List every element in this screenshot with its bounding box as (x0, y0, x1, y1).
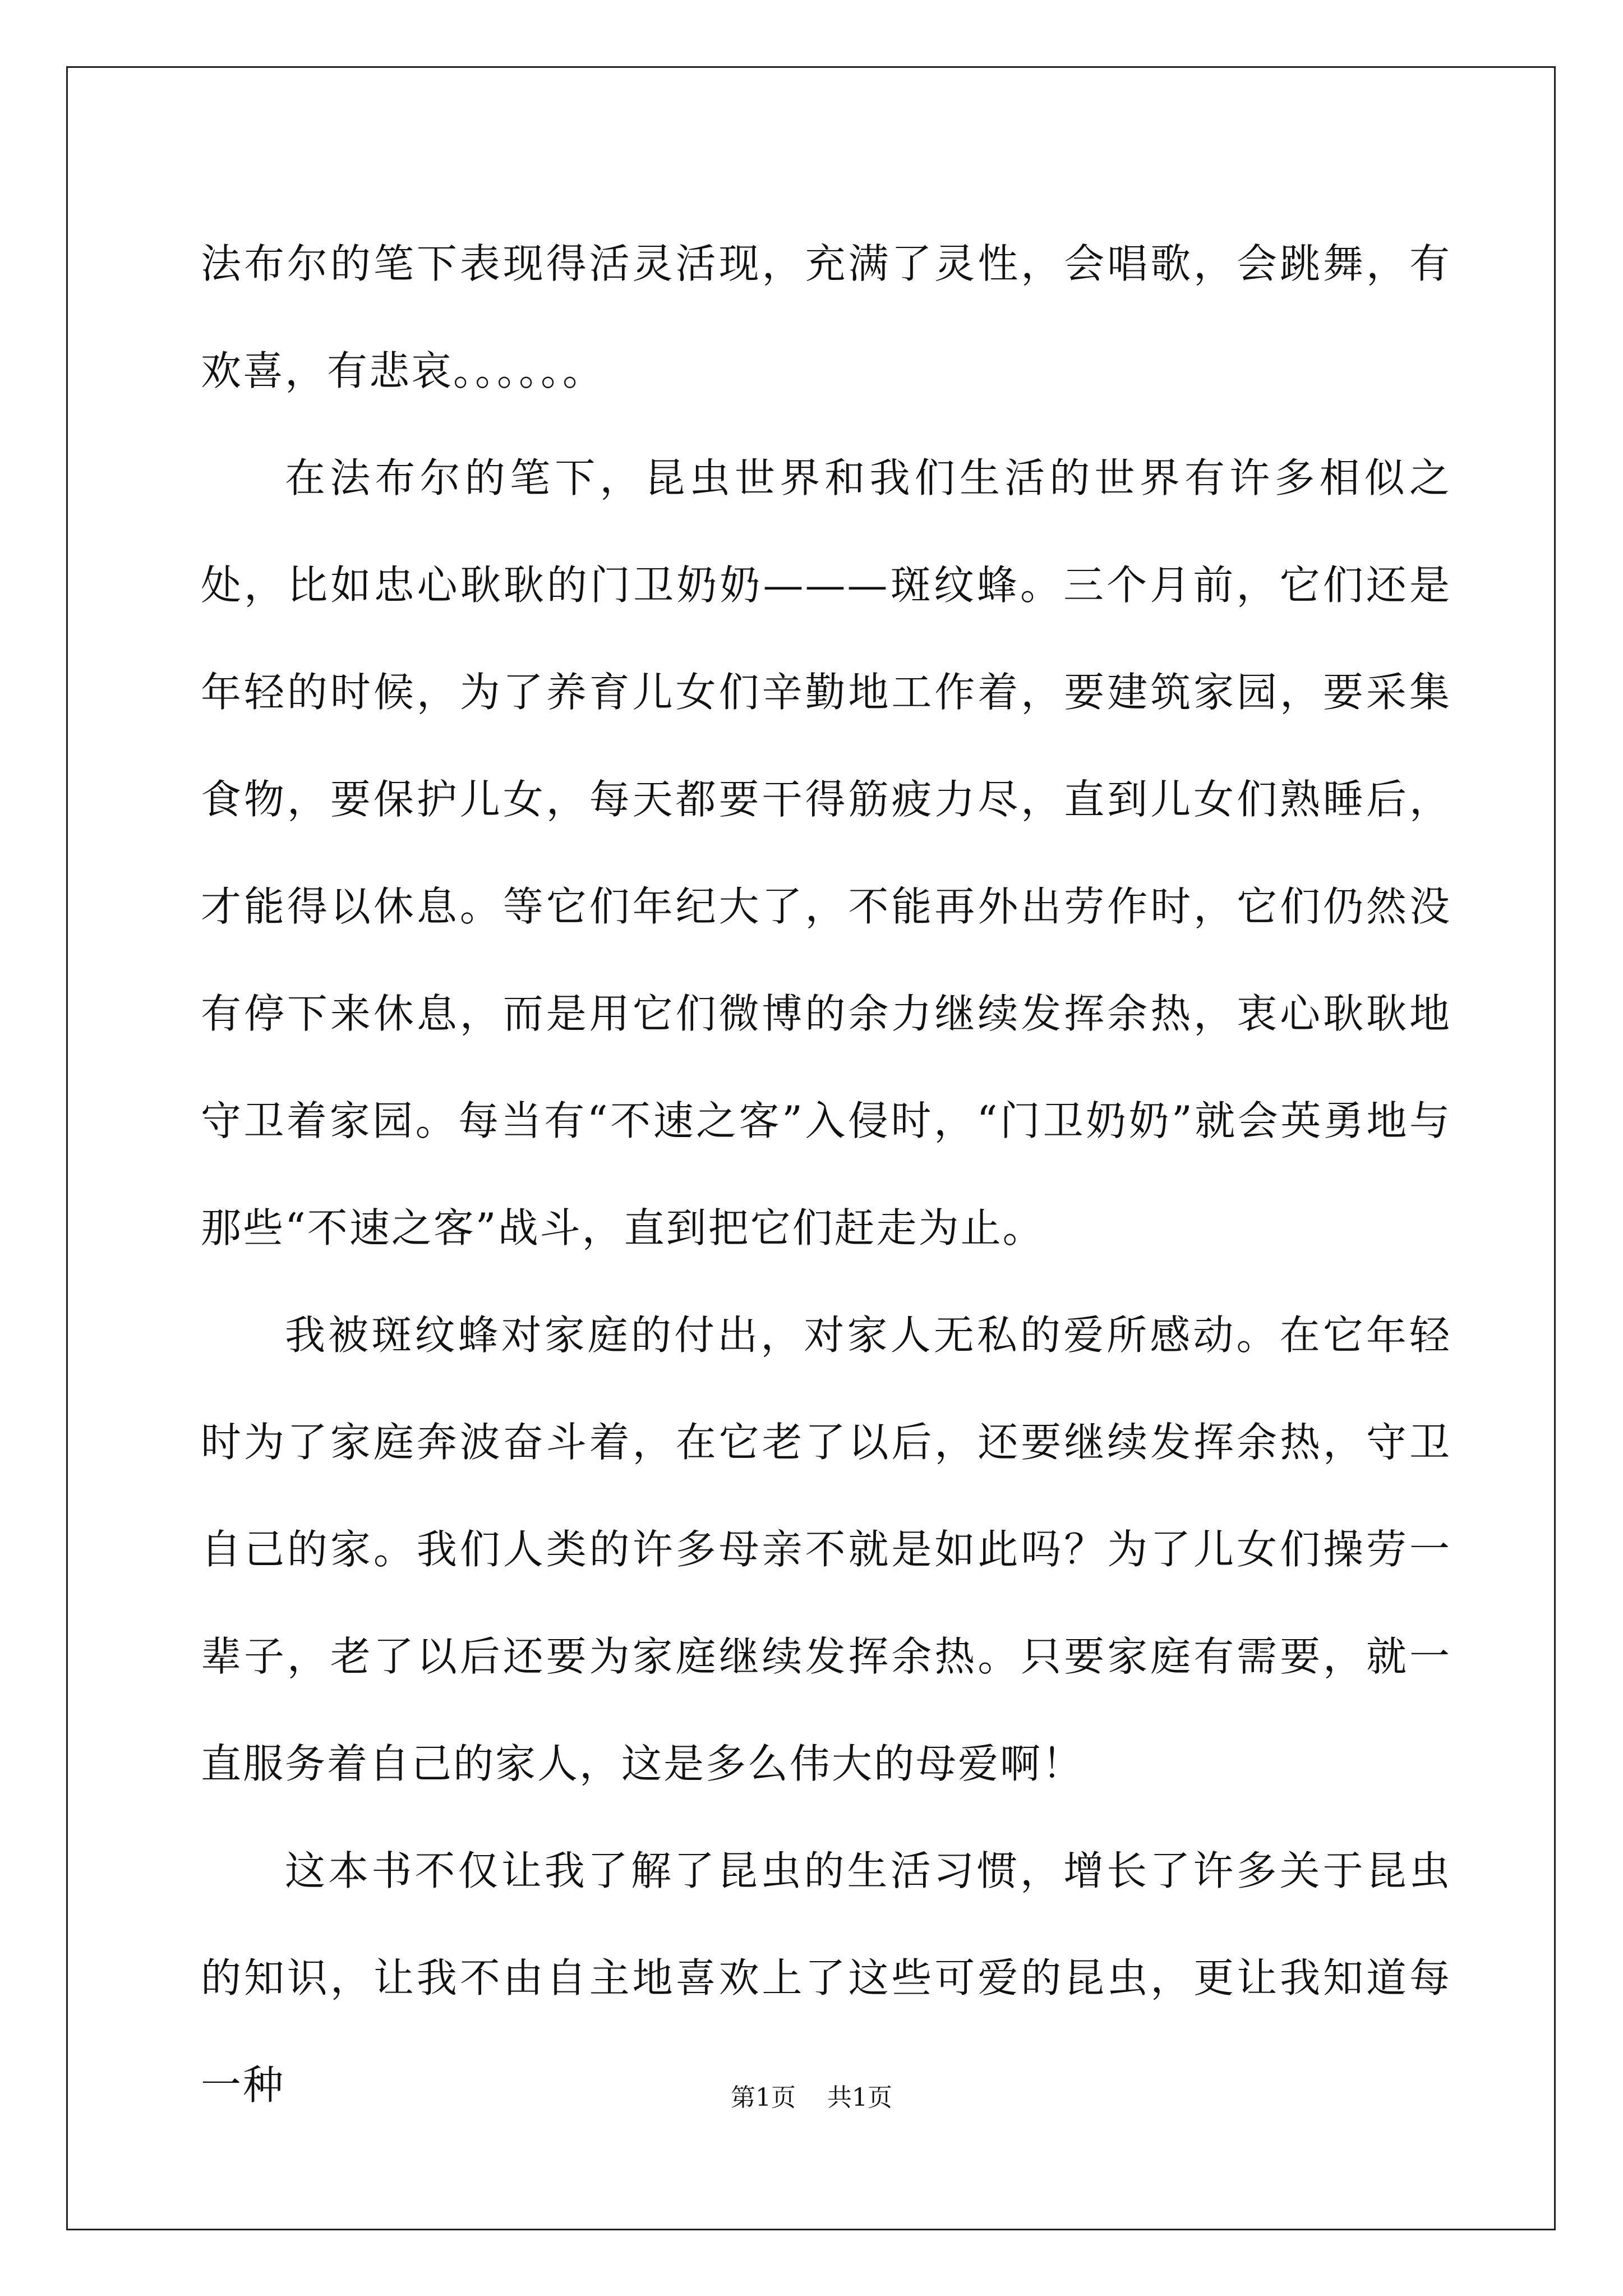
paragraph-4: 这本书不仅让我了解了昆虫的生活习惯，增长了许多关于昆虫的知识，让我不由自主地喜欢上了这些可爱的昆虫，更让我知道每一种 (201, 1847, 1451, 2109)
page-total: 共1页 (827, 2083, 892, 2112)
page-footer (0, 2081, 1623, 2115)
page-number: 第1页 (731, 2083, 796, 2112)
paragraph-3: 我被斑纹蜂对家庭的付出，对家人无私的爱所感动。在它年轻时为了家庭奔波奋斗着，在它老了以后，还要继续发挥余热，守卫自己的家。我们人类的许多母亲不就是如此吗？为了儿女们操劳一辈子，老了以后还要为家庭继续发挥余热。只要家庭有需要，就一直服务着自己的家人，这是多么伟大的母爱啊！ (201, 1312, 1451, 1787)
document-body (201, 210, 1451, 2139)
paragraph-2: 在法布尔的笔下，昆虫世界和我们生活的世界有许多相似之处，比如忠心耿耿的门卫奶奶———斑纹蜂。三个月前，它们还是年轻的时候，为了养育儿女们辛勤地工作着，要建筑家园，要采集食物，要保护儿女，每天都要干得筋疲力尽，直到儿女们熟睡后，才能得以休息。等它们年纪大了，不能再外出劳作时，它们仍然没有停下来休息，而是用它们微博的余力继续发挥余热，衷心耿耿地守卫着家园。每当有“不速之客”入侵时，“门卫奶奶”就会英勇地与那些“不速之客”战斗，直到把它们赶走为止。 (201, 454, 1451, 1251)
paragraph-1: 法布尔的笔下表现得活灵活现，充满了灵性，会唱歌，会跳舞，有欢喜，有悲哀。。。。。。 (201, 240, 1451, 394)
